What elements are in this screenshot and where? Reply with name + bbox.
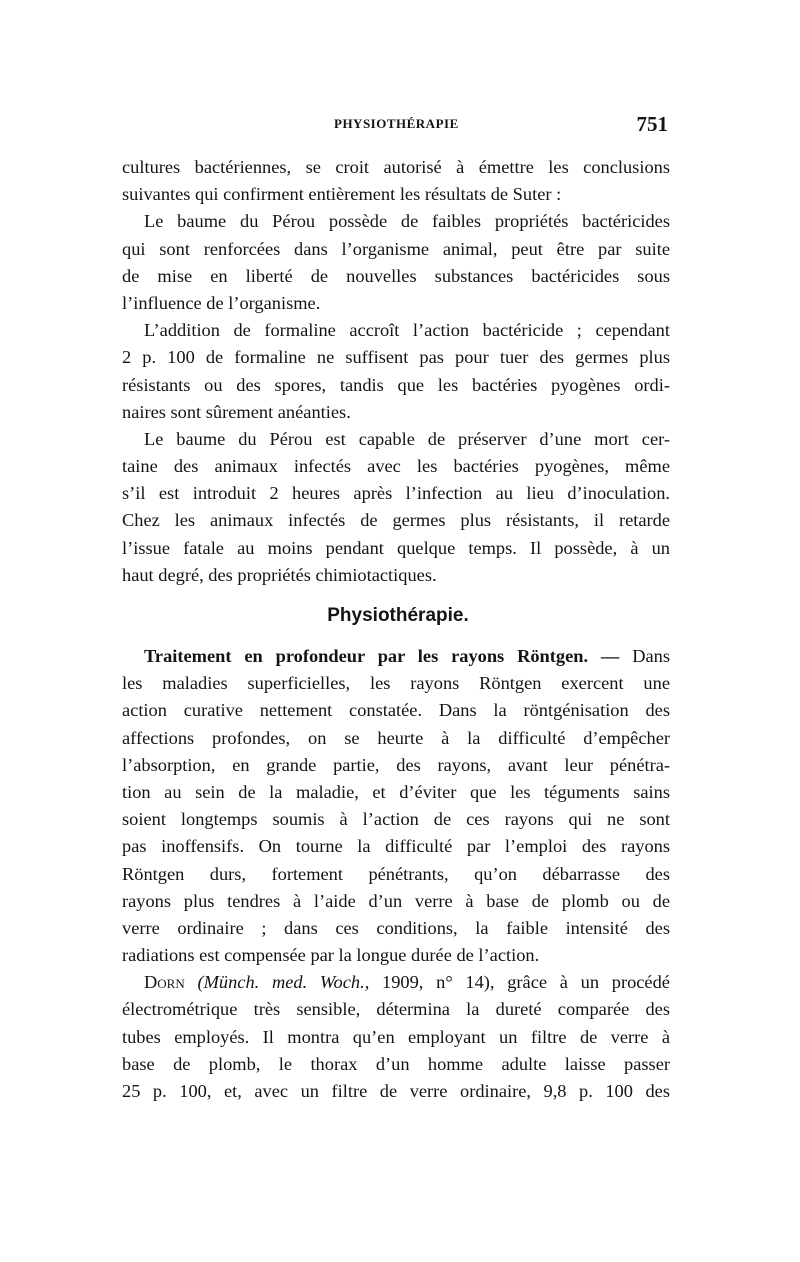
paragraph-baume-properties bbox=[122, 208, 670, 317]
text-line: Le baume du Pérou est capable de préserver d’une mort cer- bbox=[144, 428, 670, 449]
text-line: L’addition de formaline accroît l’action bactéricide ; cependant bbox=[144, 320, 670, 341]
citation-source: (Münch. med. Woch., bbox=[197, 972, 370, 993]
text-line: l’absorption, en grande partie, des rayons, avant leur pénétra- bbox=[122, 754, 670, 775]
text-line: l’influence de l’organisme. bbox=[122, 292, 321, 313]
text-line: naires sont sûrement anéanties. bbox=[122, 401, 351, 422]
article-title-line bbox=[122, 643, 670, 670]
text-line: s’il est introduit 2 heures après l’infection au lieu d’inoculation. bbox=[122, 483, 670, 504]
text-line: 25 p. 100, et, avec un filtre de verre ordinaire, 9,8 p. 100 des bbox=[122, 1081, 670, 1101]
paragraph-formaline bbox=[122, 317, 670, 426]
text-line: résistants ou des spores, tandis que les bactéries pyogènes ordi- bbox=[122, 374, 670, 395]
citation-year: 1909, bbox=[382, 972, 424, 993]
text-line: haut degré, des propriétés chimiotactiques. bbox=[122, 564, 437, 585]
citation-line bbox=[122, 969, 670, 996]
text-line: Chez les animaux infectés de germes plus résistants, il retarde bbox=[122, 510, 670, 531]
text-line: affections profondes, on se heurte à la difficulté d’empêcher bbox=[122, 727, 670, 748]
page-number: 751 bbox=[636, 112, 668, 136]
text-line: de mise en liberté de nouvelles substances bactéricides sous bbox=[122, 265, 670, 286]
text-line: Le baume du Pérou possède de faibles propriétés bactéricides bbox=[144, 211, 670, 232]
article-title-tail: Dans bbox=[632, 646, 670, 666]
text-line: rayons plus tendres à l’aide d’un verre à base de plomb ou de bbox=[122, 890, 670, 911]
text-line: Röntgen durs, fortement pénétrants, qu’on débarrasse des bbox=[122, 863, 670, 884]
text-line: taine des animaux infectés avec les bactéries pyogènes, même bbox=[122, 456, 670, 477]
book-page bbox=[122, 112, 670, 1105]
text-line: action curative nettement constatée. Dans la röntgénisation des bbox=[122, 700, 670, 721]
paragraph-dorn-citation bbox=[122, 969, 670, 1105]
text-line: cultures bactériennes, se croit autorisé à émettre les conclusions bbox=[122, 157, 670, 177]
paragraph-conclusions-intro bbox=[122, 154, 670, 208]
text-line: verre ordinaire ; dans ces conditions, la faible intensité des bbox=[122, 917, 670, 938]
text-line: tion au sein de la maladie, et d’éviter que les téguments sains bbox=[122, 781, 670, 802]
citation-author: Dorn bbox=[144, 972, 185, 993]
text-line: électrométrique très sensible, détermina la dureté comparée des bbox=[122, 999, 670, 1020]
citation-rest: grâce à un procédé bbox=[507, 972, 670, 993]
text-line: 2 p. 100 de formaline ne suffisent pas pour tuer des germes plus bbox=[122, 347, 670, 368]
text-line: base de plomb, le thorax d’un homme adulte laisse passer bbox=[122, 1053, 670, 1074]
paragraph-preservation bbox=[122, 426, 670, 589]
text-line: les maladies superficielles, les rayons Röntgen exercent une bbox=[122, 673, 670, 694]
article-title: Traitement en profondeur par les rayons Röntgen. — bbox=[144, 646, 620, 666]
article-rontgen bbox=[122, 643, 670, 969]
text-line: soient longtemps soumis à l’action de ces rayons qui ne sont bbox=[122, 809, 670, 830]
running-head bbox=[122, 112, 670, 142]
text-line: suivantes qui confirment entièrement les résultats de Suter : bbox=[122, 184, 562, 205]
text-line: qui sont renforcées dans l’organisme animal, peut être par suite bbox=[122, 238, 670, 259]
citation-number: n° 14), bbox=[436, 972, 495, 993]
text-line: l’issue fatale au moins pendant quelque temps. Il possède, à un bbox=[122, 537, 670, 558]
text-line: pas inoffensifs. On tourne la difficulté par l’emploi des rayons bbox=[122, 836, 670, 857]
text-line: tubes employés. Il montra qu’en employant un filtre de verre à bbox=[122, 1026, 670, 1047]
running-title: PHYSIOTHÉRAPIE bbox=[334, 116, 459, 131]
section-heading: Physiothérapie. bbox=[327, 605, 469, 626]
text-line: radiations est compensée par la longue durée de l’action. bbox=[122, 945, 540, 966]
